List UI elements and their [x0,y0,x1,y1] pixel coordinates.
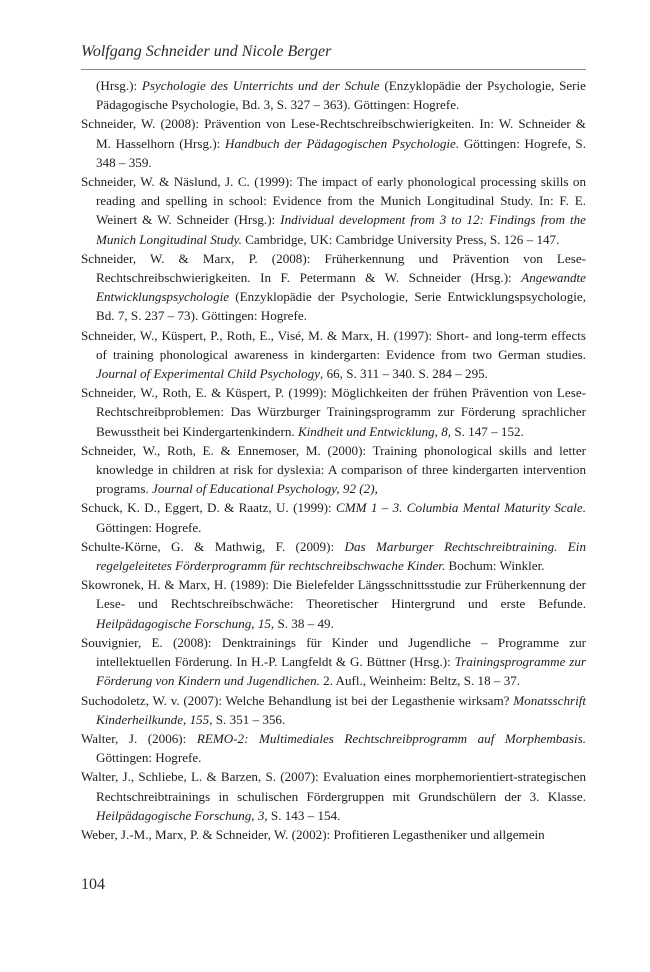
reference-title-italic: Heilpädagogische Forschung, 3, [96,807,268,823]
reference-text: Bochum: Winkler. [445,558,545,574]
reference-title-italic: Monatsschrift Kinderheilkunde, 155, [96,692,586,727]
reference-entry [81,691,586,729]
reference-title-italic: Das Marburger Rechtschreibtraining. Ein regelgeleitetes Förderprogramm für rechtschreibschwache Kinder. [96,538,586,574]
reference-title-italic: REMO-2: Multimediales Rechtschreibprogramm auf Morphembasis. [196,730,586,746]
reference-text: Schneider, W., Roth, E. & Küspert, P. (1999): Möglichkeiten der frühen Prävention von Lese-Rechtschreibproblemen: Das Würzburger Trainingsprogramm zur Förderung sprachlicher Bewusstheit bei Kindergartenkindern. [81,385,586,439]
reference-entry [81,76,586,114]
reference-entry [81,114,586,172]
reference-title-italic: Trainingsprogramme zur Förderung von Kindern und Jugendlichen. [96,654,587,689]
reference-entry [81,575,586,633]
reference-text: Cambridge, UK: Cambridge University Press, S. 126 – 147. [241,231,560,247]
reference-text: S. 351 – 356. [212,711,286,727]
reference-text: Walter, J., Schliebe, L. & Barzen, S. (2007): Evaluation eines morphemorientiert-strategischen Rechtschreibtrainings in schulischen Fördergruppen mit Grundschülern der 3. Klasse. [81,769,586,804]
reference-text: , 66, S. 311 – 340. S. 284 – 295. [320,366,488,382]
reference-text: Souvignier, E. (2008): Denktrainings für Kinder und Jugendliche – Programme zur intellektuellen Förderung. In H.-P. Langfeldt & G. Büttner (Hrsg.): [81,634,586,670]
reference-text: Walter, J. (2006): [81,730,197,746]
reference-title-italic: Handbuch der Pädagogischen Psychologie. [225,135,460,151]
reference-text: Schneider, W. & Marx, P. (2008): Früherkennung und Prävention von Lese-Rechtschreibschwierigkeiten. In F. Petermann & W. Schneider (Hrsg.): [81,250,586,286]
reference-entry [81,537,586,575]
reference-text: Schuck, K. D., Eggert, D. & Raatz, U. (1999): [81,500,336,516]
header-rule [81,69,586,70]
reference-title-italic: Individual development from 3 to 12: Findings from the Munich Longitudinal Study. [96,212,586,247]
reference-entry [81,326,586,384]
reference-entry [81,383,586,441]
reference-text: Göttingen: Hogrefe. [96,519,202,535]
reference-list [81,76,586,844]
reference-text: Göttingen: Hogrefe, S. 348 – 359. [96,135,586,170]
reference-entry [81,441,586,499]
reference-text: Schulte-Körne, G. & Mathwig, F. (2009): [81,538,345,554]
reference-text: Skowronek, H. & Marx, H. (1989): Die Bielefelder Längsschnittsstudie zur Früherkennung der Lese- und Rechtschreibschwäche: Theoretischer Hintergrund und erste Befunde. [81,577,586,612]
page-number: 104 [81,876,105,893]
reference-text: Weber, J.-M., Marx, P. & Schneider, W. (2002): Profitieren Legastheniker und allgemein [81,826,545,842]
reference-entry [81,498,586,536]
reference-title-italic: Journal of Educational Psychology, 92 (2), [152,481,378,497]
reference-title-italic: Psychologie des Unterrichts und der Schule [141,78,380,93]
reference-entry [81,729,586,767]
reference-text: 2. Aufl., Weinheim: Beltz, S. 18 – 37. [319,673,521,689]
reference-text: Suchodoletz, W. v. (2007): Welche Behandlung ist bei der Legasthenie wirksam? [81,692,514,708]
reference-text: (Enzyklopädie der Psychologie, Serie Pädagogische Psychologie, Bd. 3, S. 327 – 363). Göttingen: Hogrefe. [96,78,586,113]
reference-entry [81,172,586,249]
reference-title-italic: Angewandte Entwicklungspsychologie [96,270,586,305]
reference-text: Schneider, W. & Näslund, J. C. (1999): The impact of early phonological processing skills on reading and spelling in school: Evidence from the Munich Longitudinal Study. In: F. E. Weinert & W. Schneider (Hrsg.): [81,174,586,228]
running-head: Wolfgang Schneider und Nicole Berger [81,43,332,60]
reference-text: S. 147 – 152. [451,423,524,439]
reference-title-italic: CMM 1 – 3. Columbia Mental Maturity Scale. [336,500,586,516]
reference-text: Göttingen: Hogrefe. [96,750,202,766]
reference-entry [81,825,586,844]
reference-title-italic: Journal of Experimental Child Psychology [96,366,321,382]
reference-title-italic: Heilpädagogische Forschung, 15, [96,615,275,631]
reference-entry [81,249,586,326]
reference-text: Schneider, W., Roth, E. & Ennemoser, M. (2000): Training phonological skills and letter knowledge in children at risk for dyslexia: A comparison of three kindergarten intervention programs. [81,442,586,497]
reference-text: (Hrsg.): [96,78,142,93]
reference-entry [81,633,586,691]
reference-text: (Enzyklopädie der Psychologie, Serie Entwicklungspsychologie, Bd. 7, S. 237 – 73). Göttingen: Hogrefe. [96,289,586,324]
reference-title-italic: Kindheit und Entwicklung, 8, [297,423,452,439]
reference-text: S. 143 – 154. [267,807,341,823]
reference-text: S. 38 – 49. [274,615,334,631]
reference-text: Schneider, W., Küspert, P., Roth, E., Visé, M. & Marx, H. (1997): Short- and long-term effects of training phonological awareness in kindergarten: Evidence from two German studies. [81,327,586,362]
reference-entry [81,767,586,825]
reference-text: Schneider, W. (2008): Prävention von Lese-Rechtschreibschwierigkeiten. In: W. Schneider & M. Hasselhorn (Hrsg.): [81,116,586,151]
